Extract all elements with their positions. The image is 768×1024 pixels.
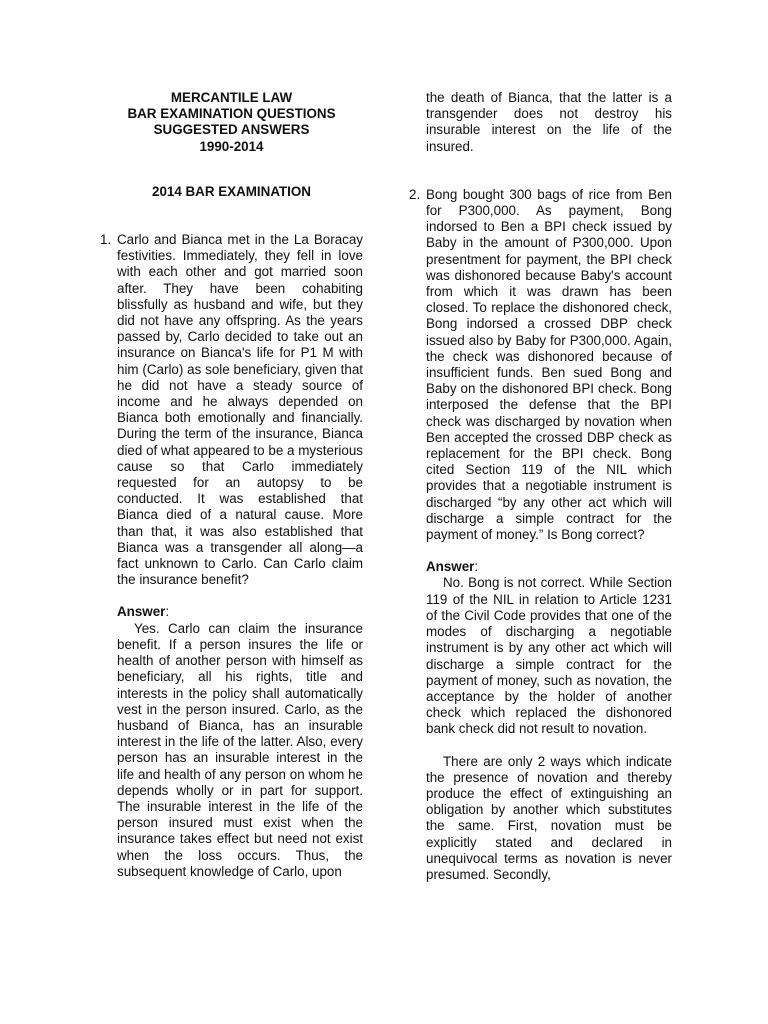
- question-2-text: Bong bought 300 bags of rice from Ben for P300,000. As payment, Bong indorsed to Ben a BPI check issued by Baby in the amount of P300,000. Upon presentment for payment, the BPI check was dishonored because Baby's account from which it was drawn has been closed. To replace the dishonored check, Bong indorsed a crossed DBP check issued also by Baby for P300,000. Again, the check was dishonored because of insufficient funds. Ben sued Bong and Baby on the dishonored BPI check. Bong interposed the defense that the BPI check was discharged by novation when Ben accepted the crossed DBP check as replacement for the BPI check. Bong cited Section 119 of the NIL which provides that a negotiable instrument is discharged “by any other act which will discharge a simple contract for the payment of money.” Is Bong correct?: [426, 186, 672, 543]
- document-header: [100, 90, 363, 155]
- exam-title: 2014 BAR EXAMINATION: [152, 183, 311, 199]
- answer-2-paragraph-2: There are only 2 ways which indicate the presence of novation and thereby produce the effect of extinguishing an obligation by another which substitutes the same. First, novation must be explicitly stated and declared in unequivocal terms as novation is never presumed. Secondly,: [426, 753, 672, 882]
- header-line-questions: BAR EXAMINATION QUESTIONS: [127, 106, 336, 122]
- question-2-number: 2.: [409, 186, 421, 202]
- left-column: [100, 90, 363, 880]
- question-1-text: Carlo and Bianca met in the La Boracay festivities. Immediately, they fell in love with each other and got married soon after. They have been cohabiting blissfully as husband and wife, but they did not have any offspring. As the years passed by, Carlo decided to take out an insurance on Bianca's life for P1 M with him (Carlo) as sole beneficiary, given that he did not have a steady source of income and he always depended on Bianca both emotionally and financially. During the term of the insurance, Bianca died of what appeared to be a mysterious cause so that Carlo immediately requested for an autopsy to be conducted. It was established that Bianca died of a natural cause. More than that, it was also established that Bianca was a transgender all along—a fact unknown to Carlo. Can Carlo claim the insurance benefit?: [117, 232, 363, 588]
- answer-2-colon: :: [474, 559, 479, 575]
- header-line-subject: MERCANTILE LAW: [170, 90, 293, 105]
- answer-2-label: Answer: [426, 559, 475, 575]
- header-line-years: 1990-2014: [199, 138, 264, 154]
- answer-1-label: Answer: [117, 604, 166, 620]
- question-1: [100, 232, 363, 588]
- answer-1-continued-block: [409, 90, 672, 155]
- answer-1-heading: [117, 604, 363, 620]
- answer-1-continued: the death of Bianca, that the latter is a transgender does not destroy his insurable interest on the life of the insured.: [426, 90, 672, 154]
- answer-2: [409, 559, 672, 883]
- answer-2-text: No. Bong is not correct. While Section 119 of the NIL in relation to Article 1231 of the Civil Code provides that one of the modes of discharging a negotiable instrument is by any other act which will discharge a simple contract for the payment of money, such as novation, the acceptance by the holder of another check which replaced the dishonored bank check did not result to novation.: [426, 575, 672, 737]
- question-2: [409, 187, 672, 543]
- header-line-answers: SUGGESTED ANSWERS: [153, 122, 310, 138]
- answer-2-heading: [426, 559, 672, 575]
- answer-1-text: Yes. Carlo can claim the insurance benefit. If a person insures the life or health of another person with himself as beneficiary, all his rights, title and interests in the policy shall automatically vest in the person insured. Carlo, as the husband of Bianca, has an insurable interest in the life of the latter. Also, every person has an insurable interest in the life and health of any person on whom he depends wholly or in part for support. The insurable interest in the life of the person insured must exist when the insurance takes effect but need not exist when the loss occurs. Thus, the subsequent knowledge of Carlo, upon: [117, 620, 363, 879]
- right-column: [409, 90, 672, 883]
- answer-1: [100, 604, 363, 879]
- answer-1-colon: :: [165, 604, 170, 620]
- question-1-number: 1.: [100, 232, 112, 248]
